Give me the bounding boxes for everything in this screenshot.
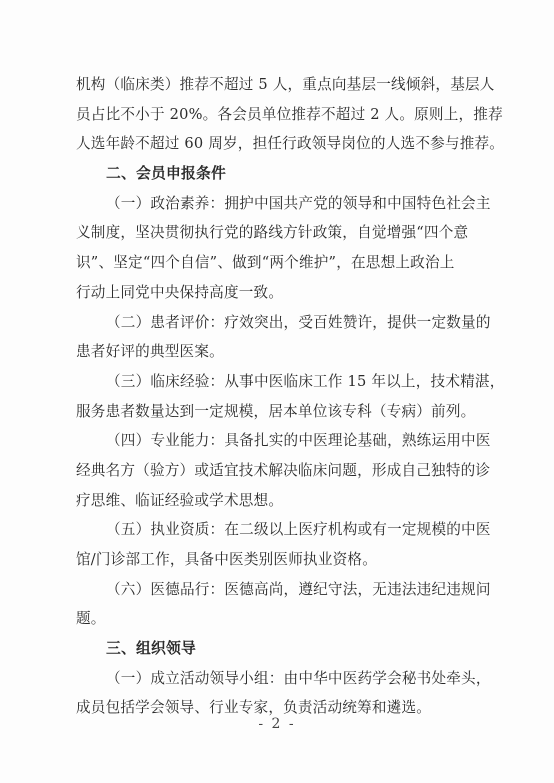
paragraph-line: 人选年龄不超过 60 周岁，担任行政领导岗位的人选不参与推荐。 <box>76 135 505 153</box>
paragraph-line: 经典名方（验方）或适宜技术解决临床问题，形成自己独特的诊 <box>76 461 491 479</box>
section-heading: 二、会员申报条件 <box>106 165 226 183</box>
paragraph-line: （五）执业资质：在二级以上医疗机构或有一定规模的中医 <box>106 521 491 539</box>
paragraph-line: （二）患者评价：疗效突出，受百姓赞许，提供一定数量的 <box>106 313 491 331</box>
paragraph-line: 机构（临床类）推荐不超过 5 人，重点向基层一线倾斜，基层人 <box>76 76 495 93</box>
paragraph-line: 服务患者数量达到一定规模，居本单位该专科（专病）前列。 <box>76 402 476 420</box>
paragraph-line: 成员包括学会领导、行业专家，负责活动统筹和遴选。 <box>76 699 432 717</box>
paragraph-line: （一）成立活动领导小组：由中华中医药学会秘书处牵头， <box>106 669 491 687</box>
paragraph-line: （六）医德品行：医德高尚，遵纪守法，无违法违纪违规问 <box>106 580 491 598</box>
paragraph-line: 题。 <box>76 610 106 628</box>
paragraph-line: 义制度，坚决贯彻执行党的路线方针政策，自觉增强“四个意 <box>76 224 469 242</box>
paragraph-line: （三）临床经验：从事中医临床工作 15 年以上，技术精湛， <box>106 372 505 390</box>
paragraph-line: 馆/门诊部工作，具备中医类别医师执业资格。 <box>76 551 377 568</box>
paragraph-line: 行动上同党中央保持高度一致。 <box>76 283 284 301</box>
paragraph-line: 疗思维、临证经验或学术思想。 <box>76 491 284 509</box>
paragraph-line: 员占比不小于 20%。各会员单位推荐不超过 2 人。原则上，推荐 <box>76 105 503 123</box>
paragraph-line: （一）政治素养：拥护中国共产党的领导和中国特色社会主 <box>106 194 491 212</box>
document-body <box>76 70 505 723</box>
page-number: - 2 - <box>258 716 296 732</box>
paragraph-line: 患者好评的典型医案。 <box>76 343 224 361</box>
paragraph-line: （四）专业能力：具备扎实的中医理论基础，熟练运用中医 <box>106 432 491 450</box>
paragraph-line: 识”、坚定“四个自信”、做到“两个维护”，在思想上政治上 <box>76 254 455 272</box>
section-heading: 三、组织领导 <box>106 640 196 658</box>
